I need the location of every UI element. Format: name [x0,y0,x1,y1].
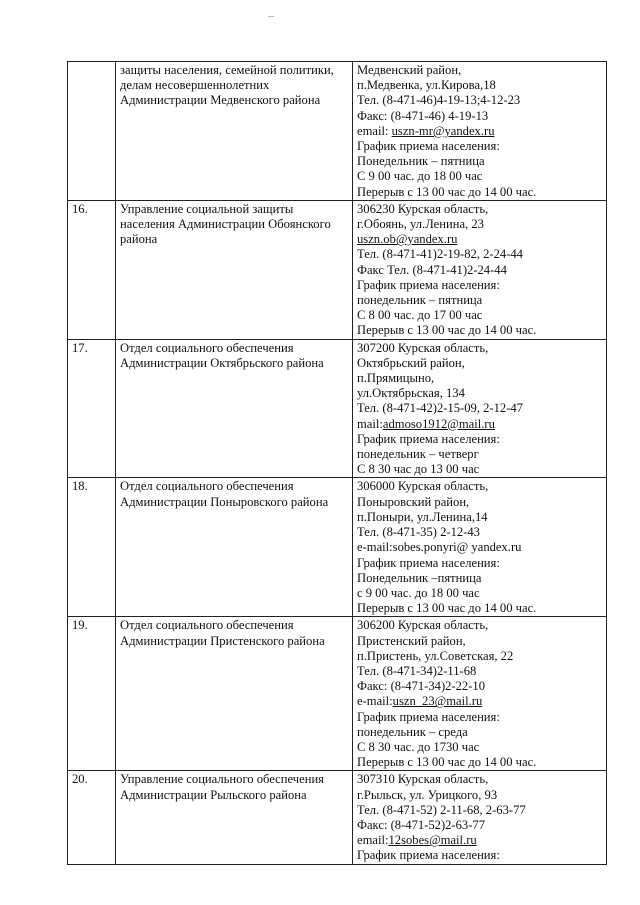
page-mark [268,16,274,17]
agency-name-line: Администрации Пристенского района [120,633,325,648]
contact-line: Факс: (8-471-46) 4-19-13 [357,108,489,123]
contact-line: п.Прямицыно, [357,371,435,386]
table-row [68,478,607,617]
contact-line: Перерыв с 13 00 час до 14 00 час. [357,323,537,338]
table-body [68,62,607,865]
agency-name [116,771,353,864]
contact-line: понедельник – среда [357,724,468,739]
contact-line: Перерыв с 13 00 час до 14 00 час. [357,184,537,199]
contact-line: Пристенский район, [357,633,466,648]
contact-info [353,339,607,478]
contact-line: Понедельник –пятница [357,570,482,585]
email-line [357,417,602,432]
contact-line: Тел. (8-471-46)4-19-13;4-12-23 [357,93,521,108]
contact-info [353,200,607,339]
email-line [357,694,602,709]
agency-name-line: Отдел социального обеспечения [120,479,294,494]
contact-line: С 9 00 час. до 18 00 час [357,169,483,184]
email-line [357,124,602,139]
contact-line: График приема населения: [357,709,500,724]
contact-line: 307310 Курская область, [357,772,489,787]
contact-line: График приема населения: [357,555,500,570]
email-prefix: email: [357,833,389,848]
agency-name [116,617,353,771]
email-prefix: e-mail: [357,694,393,709]
agency-name-line: делам несовершеннолетних [120,78,270,93]
table-row [68,771,607,864]
agency-name-line: Администрации Поныровского района [120,494,329,509]
contact-line: г.Обоянь, ул.Ленина, 23 [357,217,484,232]
contact-line: Поныровский район, [357,494,470,509]
agency-name [116,62,353,201]
row-number: 18. [68,478,116,617]
contact-line: 306000 Курская область, [357,479,489,494]
social-services-table [67,61,607,865]
agency-name [116,339,353,478]
row-number: 20. [68,771,116,864]
table-row [68,62,607,201]
contact-line: Октябрьский район, [357,355,465,370]
agency-name-line: Администрации Рыльского района [120,787,307,802]
contact-info [353,62,607,201]
row-number: 17. [68,339,116,478]
contact-info [353,478,607,617]
contact-line: Медвенский район, [357,63,462,77]
email-link[interactable]: 12sobes@mail.ru [388,833,477,848]
contact-line: п.Пристень, ул.Советская, 22 [357,648,514,663]
email-prefix: email: [357,123,392,138]
contact-line: Тел. (8-471-35) 2-12-43 [357,525,480,540]
contact-line: 307200 Курская область, [357,340,489,355]
table-row [68,339,607,478]
row-number: 16. [68,200,116,339]
email-prefix: mail: [357,416,383,431]
table-row [68,617,607,771]
email-line [357,232,602,247]
email-link[interactable]: uszn.ob@yandex.ru [357,232,458,247]
contact-line: Перерыв с 13 00 час до 14 00 час. [357,601,537,616]
contact-line: График приема населения: [357,848,500,863]
agency-name [116,200,353,339]
agency-name-line: населения Администрации Обоянского [120,217,331,232]
agency-name-line: Администрации Медвенского района [120,93,321,108]
contact-line: ул.Октябрьская, 134 [357,386,465,401]
contact-line: 306200 Курская область, [357,618,489,633]
contact-line: Тел. (8-471-52) 2-11-68, 2-63-77 [357,802,526,817]
contact-line: Тел. (8-471-42)2-15-09, 2-12-47 [357,401,523,416]
agency-name-line: Управление социального обеспечения [120,772,324,787]
agency-name-line: защиты населения, семейной политики, [120,63,334,77]
contact-line: Факс: (8-471-52)2-63-77 [357,817,486,832]
contact-line: п.Медвенка, ул.Кирова,18 [357,78,496,93]
row-number [68,62,116,201]
contact-line: 306230 Курская область, [357,201,489,216]
contact-line: Перерыв с 13 00 час до 14 00 час. [357,755,537,770]
contact-line: Понедельник – пятница [357,154,485,169]
table-row [68,200,607,339]
contact-line: Тел. (8-471-41)2-19-82, 2-24-44 [357,247,523,262]
contact-line: понедельник – четверг [357,447,479,462]
agency-name-line: Отдел социального обеспечения [120,618,294,633]
agency-name-line: Администрации Октябрьского района [120,355,324,370]
agency-name-line: Управление социальной защиты [120,201,294,216]
contact-line: e-mail:sobes.ponyri@ yandex.ru [357,540,522,555]
row-number: 19. [68,617,116,771]
contact-line: п.Поныри, ул.Ленина,14 [357,509,488,524]
contact-line: с 9 00 час. до 18 00 час [357,585,480,600]
email-line [357,833,602,848]
contact-line: С 8 30 час до 13 00 час [357,462,480,477]
contact-line: понедельник – пятница [357,293,483,308]
agency-name [116,478,353,617]
contact-info [353,617,607,771]
contact-info [353,771,607,864]
email-link[interactable]: uszn_23@mail.ru [392,694,483,709]
agency-name-line: Отдел социального обеспечения [120,340,294,355]
contact-line: Факс Тел. (8-471-41)2-24-44 [357,262,507,277]
email-link[interactable]: admoso1912@mail.ru [382,416,495,431]
contact-line: Тел. (8-471-34)2-11-68 [357,663,477,678]
contact-line: Факс: (8-471-34)2-22-10 [357,679,486,694]
email-link[interactable]: uszn-mr@yandex.ru [391,123,495,138]
contact-line: С 8 00 час. до 17 00 час [357,308,483,323]
contact-line: График приема населения: [357,431,500,446]
contact-line: График приема населения: [357,139,500,154]
contact-line: С 8 30 час. до 1730 час [357,739,480,754]
contact-line: График приема населения: [357,277,500,292]
contact-line: г.Рыльск, ул. Урицкого, 93 [357,787,498,802]
agency-name-line: района [120,232,158,247]
